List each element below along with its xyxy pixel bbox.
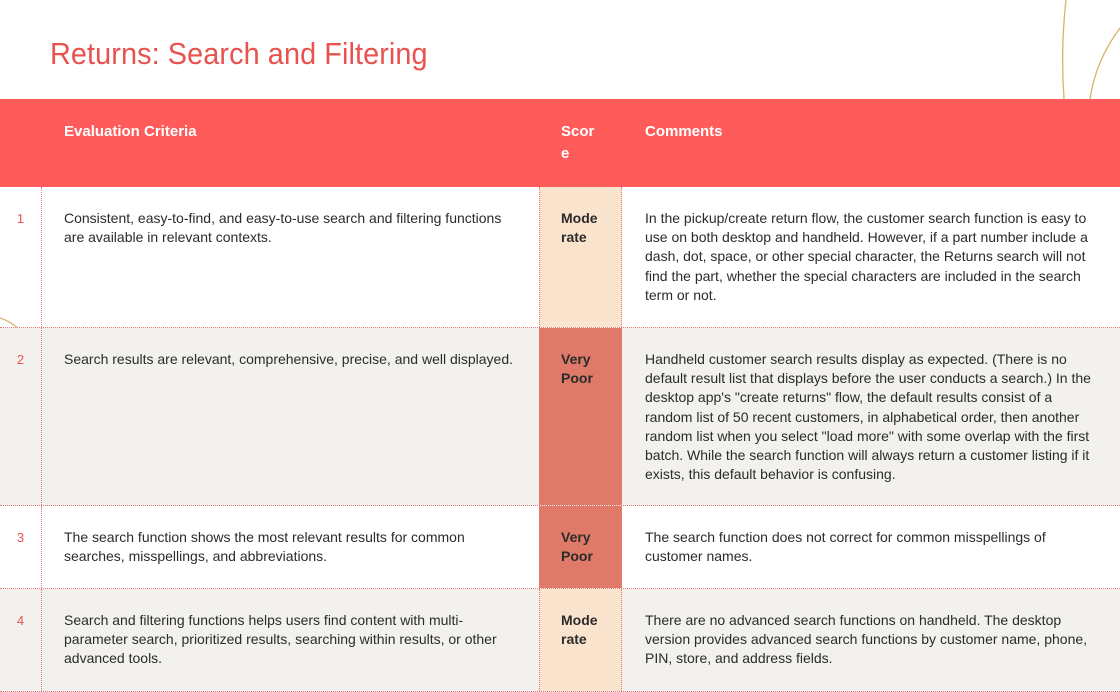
score-cell	[539, 506, 622, 588]
header-evaluation-criteria: Evaluation Criteria	[64, 123, 197, 140]
criteria-cell: Search and filtering functions helps users find content with multi-parameter search, prioritized results, searching within results, or other advanced tools.	[64, 612, 497, 667]
comment-cell: The search function does not correct for common misspellings of customer names.	[645, 529, 1046, 565]
row-number: 3	[0, 506, 42, 588]
comment-cell: In the pickup/create return flow, the customer search function is easy to use on both desktop and handheld. However, if a part number include a dash, dot, space, or other special character, the Returns search will not find the part, whether the special characters are included in the search term or not.	[645, 210, 1088, 303]
score-label: Moderate	[561, 210, 598, 246]
score-label: Very Poor	[561, 529, 593, 565]
evaluation-table	[0, 99, 1120, 692]
header-comments: Comments	[645, 123, 723, 140]
score-label: Moderate	[561, 612, 598, 648]
page-title: Returns: Search and Filtering	[50, 36, 428, 71]
score-label: Very Poor	[561, 351, 593, 387]
comment-cell: There are no advanced search functions on handheld. The desktop version provides advanced search functions by customer name, phone, PIN, store, and address fields.	[645, 612, 1088, 667]
criteria-cell: The search function shows the most relevant results for common searches, misspellings, and abbreviations.	[64, 529, 465, 565]
table-row	[0, 589, 1120, 692]
row-number: 1	[0, 187, 42, 327]
table-row	[0, 328, 1120, 506]
criteria-cell: Consistent, easy-to-find, and easy-to-use search and filtering functions are available in relevant contexts.	[64, 210, 502, 246]
comment-cell: Handheld customer search results display as expected. (There is no default result list that displays before the user conducts a search.) In the desktop app's "create returns" flow, the default results consist of a random list of 50 recent customers, in alphabetical order, then another random list when you select "load more" with some overlap with the first batch. While the search function will always return a customer listing if it exists, this default behavior is confusing.	[645, 351, 1091, 483]
row-number: 4	[0, 589, 42, 691]
criteria-cell: Search results are relevant, comprehensive, precise, and well displayed.	[64, 351, 514, 367]
score-cell	[539, 328, 622, 505]
score-cell	[539, 589, 622, 691]
row-number: 2	[0, 328, 42, 505]
table-row	[0, 187, 1120, 328]
header-score: Score	[561, 123, 595, 162]
table-header	[0, 99, 1120, 187]
score-cell	[539, 187, 622, 327]
table-row	[0, 506, 1120, 589]
